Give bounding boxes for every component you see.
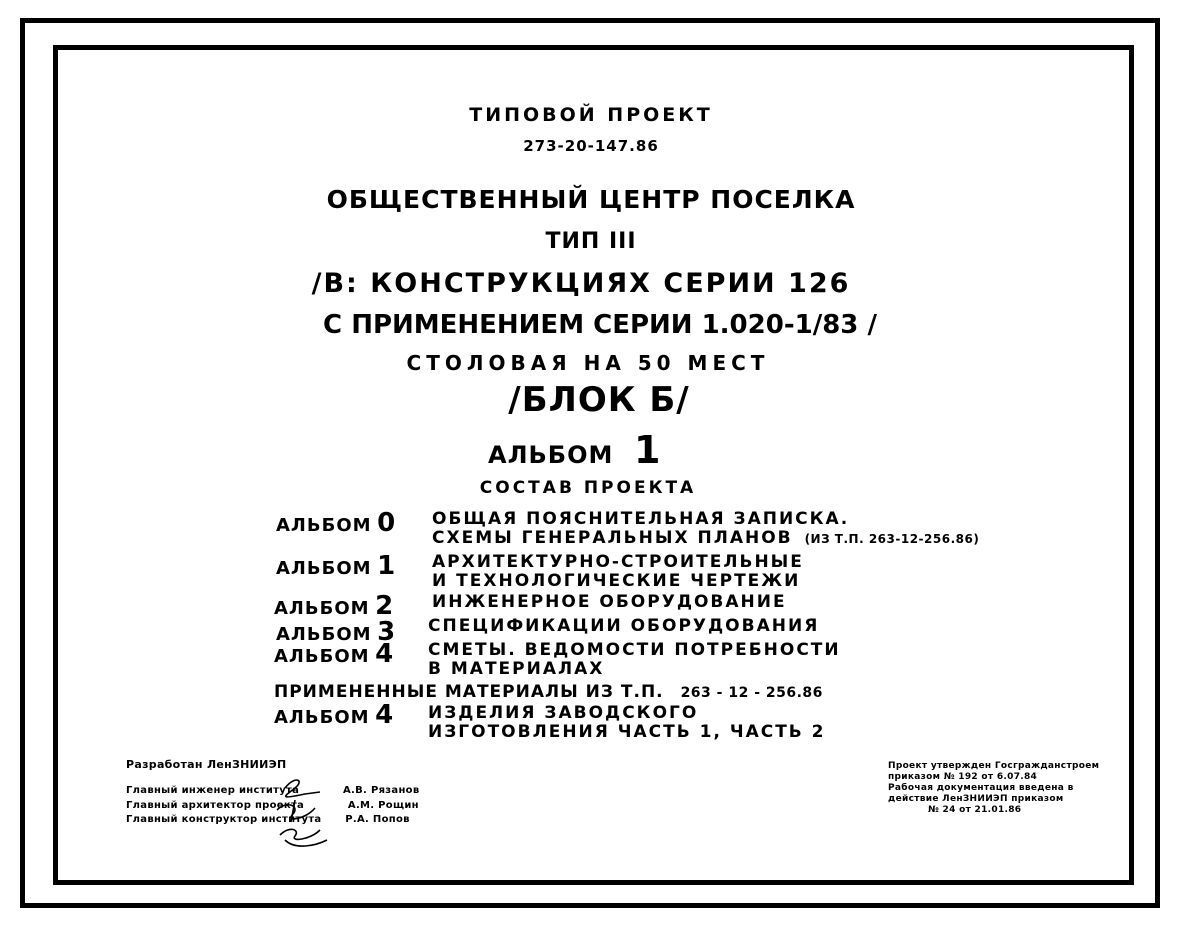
album-title: [488, 428, 661, 472]
contents-item-1-desc: АРХИТЕКТУРНО-СТРОИТЕЛЬНЫЕ И ТЕХНОЛОГИЧЕСКИЕ ЧЕРТЕЖИ: [432, 552, 804, 591]
title-line-1: ОБЩЕСТВЕННЫЙ ЦЕНТР ПОСЕЛКА: [326, 185, 856, 214]
contents-item-3-desc: СПЕЦИФИКАЦИИ ОБОРУДОВАНИЯ: [428, 616, 820, 636]
title-line-5: СТОЛОВАЯ НА 50 МЕСТ: [406, 351, 770, 375]
album-number: 1: [633, 428, 662, 472]
contents-item-4-label: АЛЬБОМ 4: [274, 639, 394, 669]
contents-item-2-label: АЛЬБОМ 2: [274, 591, 394, 621]
contents-item-0-desc: ОБЩАЯ ПОЯСНИТЕЛЬНАЯ ЗАПИСКА. СХЕМЫ ГЕНЕРАЛЬНЫХ ПЛАНОВ (ИЗ Т.П. 263-12-256.86): [432, 509, 980, 548]
album-subtitle: СОСТАВ ПРОЕКТА: [479, 478, 697, 498]
title-line-3: /В: КОНСТРУКЦИЯХ СЕРИИ 126: [311, 268, 851, 299]
title-line-4: С ПРИМЕНЕНИЕМ СЕРИИ 1.020-1/83 /: [323, 310, 877, 340]
type-project-label: ТИПОВОЙ ПРОЕКТ: [469, 104, 713, 126]
developed-by: Разработан ЛенЗНИИЭП: [126, 758, 287, 771]
last-album-desc: ИЗДЕЛИЯ ЗАВОДСКОГО ИЗГОТОВЛЕНИЯ ЧАСТЬ 1, ЧАСТЬ 2: [428, 703, 826, 742]
approval-block: Проект утвержден Госгражданстроем приказом № 192 от 6.07.84 Рабочая документация введена в действие ЛенЗНИИЭП приказом № 24 от 21.01.86: [888, 761, 1100, 815]
contents-item-0-label: АЛЬБОМ 0: [276, 508, 396, 538]
developer-row-1: Главный архитектор проекта А.М. Рощин: [126, 800, 419, 811]
title-line-6: /БЛОК Б/: [508, 380, 690, 420]
contents-item-4-desc: СМЕТЫ. ВЕДОМОСТИ ПОТРЕБНОСТИ В МАТЕРИАЛАХ: [428, 640, 841, 679]
project-number: 273-20-147.86: [523, 137, 659, 155]
title-line-2: ТИП III: [545, 229, 637, 254]
developer-row-0: Главный инженер института А.В. Рязанов: [126, 785, 420, 796]
materials-ref: 263 - 12 - 256.86: [680, 685, 823, 701]
contents-item-3-label: АЛЬБОМ 3: [276, 617, 396, 647]
materials-line: ПРИМЕНЕННЫЕ МАТЕРИАЛЫ ИЗ Т.П. 263 - 12 - 256.86: [274, 682, 823, 702]
album-label: АЛЬБОМ: [488, 441, 614, 469]
developer-row-2: Главный конструктор института Р.А. Попов: [126, 814, 410, 825]
contents-item-2-desc: ИНЖЕНЕРНОЕ ОБОРУДОВАНИЕ: [432, 592, 787, 612]
signature-marks: [265, 770, 335, 860]
contents-item-1-label: АЛЬБОМ 1: [276, 551, 396, 581]
contents-item-0-note: (ИЗ Т.П. 263-12-256.86): [804, 532, 980, 546]
last-album-label: АЛЬБОМ 4: [274, 700, 394, 730]
